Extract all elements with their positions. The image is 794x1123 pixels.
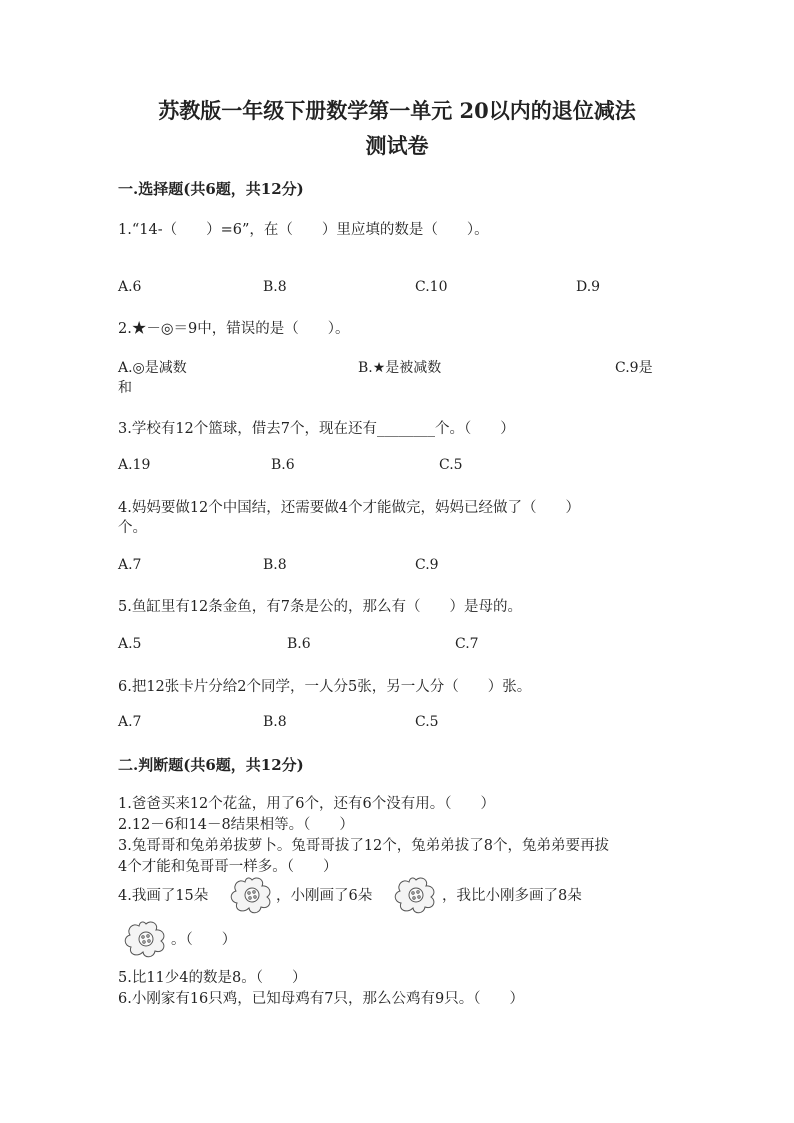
section-heading-choice: 一.选择题(共6题，共12分) — [118, 180, 304, 198]
judgement-2: 2.12－6和14－8结果相等。（ ） — [118, 817, 354, 833]
q2-option-c-wrap: 和 — [118, 380, 132, 396]
judgement-4-part2: ，小刚画了6朵 — [276, 888, 373, 904]
judgement-5: 5.比11少4的数是8。（ ） — [118, 970, 307, 986]
question-3: 3.学校有12个篮球，借去7个，现在还有________个。（ ） — [118, 421, 515, 437]
question-2: 2.★－◎＝9中，错误的是（ ）。 — [118, 321, 350, 337]
q6-option-b[interactable]: B.8 — [263, 714, 287, 730]
q4-option-a[interactable]: A.7 — [118, 557, 142, 573]
q5-option-b[interactable]: B.6 — [287, 636, 311, 652]
judgement-4-part1: 4.我画了15朵 — [118, 888, 209, 904]
question-4-wrap: 个。 — [118, 520, 147, 536]
judgement-6: 6.小刚家有16只鸡，已知母鸡有7只，那么公鸡有9只。（ ） — [118, 991, 524, 1007]
judgement-3: 3.兔哥哥和兔弟弟拔萝卜。兔哥哥拔了12个，兔弟弟拔了8个，兔弟弟要再拔 — [118, 838, 610, 854]
q5-option-a[interactable]: A.5 — [118, 636, 142, 652]
q5-option-c[interactable]: C.7 — [455, 636, 479, 652]
q6-option-a[interactable]: A.7 — [118, 714, 142, 730]
question-1: 1.“14-（ ）=6”，在（ ）里应填的数是（ ）。 — [118, 222, 489, 238]
judgement-3-wrap: 4个才能和兔哥哥一样多。（ ） — [118, 859, 338, 875]
q3-option-b[interactable]: B.6 — [271, 457, 295, 473]
q4-option-c[interactable]: C.9 — [415, 557, 439, 573]
question-4: 4.妈妈要做12个中国结，还需要做4个才能做完，妈妈已经做了（ ） — [118, 500, 581, 516]
flower-icon — [123, 920, 169, 962]
q3-option-c[interactable]: C.5 — [439, 457, 463, 473]
q2-option-c[interactable]: C.9是 — [615, 360, 653, 376]
judgement-4-part4: 。（ ） — [171, 932, 237, 948]
q1-option-d[interactable]: D.9 — [576, 279, 601, 295]
q1-option-a[interactable]: A.6 — [118, 279, 142, 295]
judgement-1: 1.爸爸买来12个花盆，用了6个，还有6个没有用。（ ） — [118, 796, 495, 812]
question-5: 5.鱼缸里有12条金鱼，有7条是公的，那么有（ ）是母的。 — [118, 599, 523, 615]
page-title-line2: 测试卷 — [365, 133, 429, 158]
page-title-line1: 苏教版一年级下册数学第一单元 20以内的退位减法 — [158, 98, 636, 123]
section-heading-judgement: 二.判断题(共6题，共12分) — [118, 756, 304, 774]
q4-option-b[interactable]: B.8 — [263, 557, 287, 573]
q2-option-a[interactable]: A.◎是减数 — [118, 360, 187, 376]
flower-icon — [393, 876, 439, 918]
q1-option-b[interactable]: B.8 — [263, 279, 287, 295]
q6-option-c[interactable]: C.5 — [415, 714, 439, 730]
q2-option-b[interactable]: B.★是被减数 — [358, 360, 442, 376]
q3-option-a[interactable]: A.19 — [118, 457, 151, 473]
q1-option-c[interactable]: C.10 — [415, 279, 448, 295]
question-6: 6.把12张卡片分给2个同学，一人分5张，另一人分（ ）张。 — [118, 679, 532, 695]
flower-icon — [229, 876, 275, 918]
judgement-4-part3: ，我比小刚多画了8朵 — [442, 888, 582, 904]
